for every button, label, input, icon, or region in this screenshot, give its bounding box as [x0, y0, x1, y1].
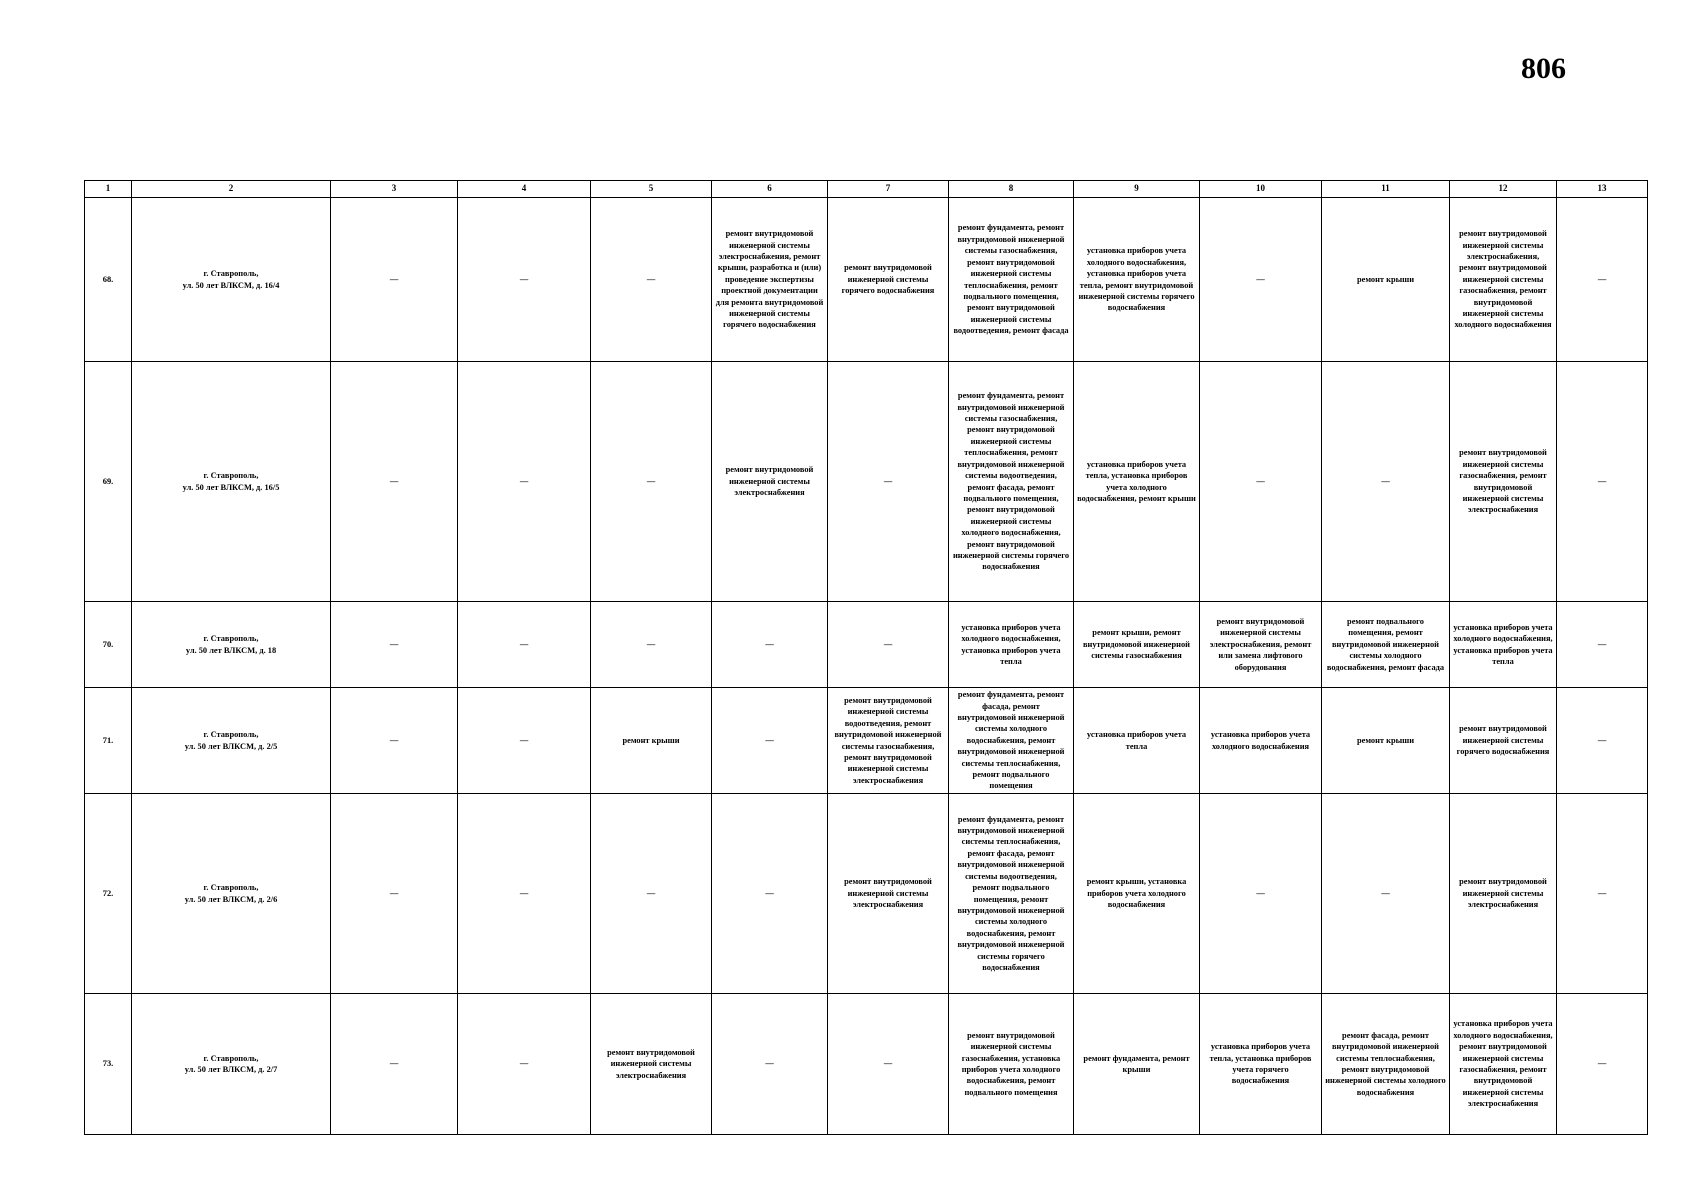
address-city: г. Ставрополь, — [203, 1053, 259, 1063]
address-city: г. Ставрополь, — [203, 471, 259, 481]
address-cell — [132, 994, 331, 1135]
repair-schedule-table — [84, 180, 1648, 1135]
column-header: 3 — [331, 181, 458, 198]
empty-dash-cell: — — [591, 602, 712, 688]
empty-dash-cell: — — [1557, 994, 1648, 1135]
empty-dash-cell: — — [591, 362, 712, 602]
column-header: 4 — [458, 181, 591, 198]
column-header: 9 — [1074, 181, 1200, 198]
empty-dash-cell: — — [591, 198, 712, 362]
empty-dash-cell: — — [1322, 794, 1450, 994]
empty-dash-cell: — — [331, 994, 458, 1135]
column-header: 7 — [828, 181, 949, 198]
work-description-cell: ремонт фасада, ремонт внутридомовой инженерной системы теплоснабжения, ремонт внутридомовой инженерной системы холодного водоснабжения — [1322, 994, 1450, 1135]
address-street: ул. 50 лет ВЛКСМ, д. 2/6 — [184, 894, 278, 904]
empty-dash-cell: — — [458, 362, 591, 602]
empty-dash-cell: — — [1322, 362, 1450, 602]
work-description-cell: установка приборов учета тепла, установка приборов учета горячего водоснабжения — [1200, 994, 1322, 1135]
empty-dash-cell: — — [1557, 198, 1648, 362]
work-description-cell: установка приборов учета холодного водоснабжения, установка приборов учета тепла — [1450, 602, 1557, 688]
address-street: ул. 50 лет ВЛКСМ, д. 18 — [185, 645, 277, 655]
address-cell — [132, 198, 331, 362]
empty-dash-cell: — — [828, 362, 949, 602]
row-number: 69. — [85, 362, 132, 602]
table-row — [85, 794, 1648, 994]
empty-dash-cell: — — [591, 794, 712, 994]
work-description-cell: ремонт внутридомовой инженерной системы электроснабжения, ремонт или замена лифтового оборудования — [1200, 602, 1322, 688]
address-city: г. Ставрополь, — [203, 634, 259, 644]
work-description-cell: ремонт крыши, установка приборов учета холодного водоснабжения — [1074, 794, 1200, 994]
empty-dash-cell: — — [1200, 794, 1322, 994]
address-cell — [132, 602, 331, 688]
address-city: г. Ставрополь, — [203, 269, 259, 279]
work-description-cell: ремонт внутридомовой инженерной системы газоснабжения, ремонт внутридомовой инженерной системы электроснабжения — [1450, 362, 1557, 602]
empty-dash-cell: — — [1200, 198, 1322, 362]
empty-dash-cell: — — [1557, 362, 1648, 602]
empty-dash-cell: — — [458, 994, 591, 1135]
empty-dash-cell: — — [1200, 362, 1322, 602]
work-description-cell: ремонт внутридомовой инженерной системы горячего водоснабжения — [828, 198, 949, 362]
column-header: 6 — [712, 181, 828, 198]
table-row — [85, 362, 1648, 602]
work-description-cell: ремонт внутридомовой инженерной системы газоснабжения, установка приборов учета холодного водоснабжения, ремонт подвального помещения — [949, 994, 1074, 1135]
column-header: 10 — [1200, 181, 1322, 198]
column-header: 12 — [1450, 181, 1557, 198]
work-description-cell: ремонт фундамента, ремонт внутридомовой инженерной системы газоснабжения, ремонт внутридомовой инженерной системы теплоснабжения, ремонт внутридомовой инженерной системы водоотведения, ремонт фасада, ремонт подвального помещения, ремонт внутридомовой инженерной системы холодного водоснабжения, ремонт внутридомовой инженерной системы горячего водоснабжения — [949, 362, 1074, 602]
work-description-cell: ремонт внутридомовой инженерной системы водоотведения, ремонт внутридомовой инженерной системы газоснабжения, ремонт внутридомовой инженерной системы электроснабжения — [828, 688, 949, 794]
table-row — [85, 994, 1648, 1135]
empty-dash-cell: — — [1557, 688, 1648, 794]
work-description-cell: ремонт крыши — [1322, 198, 1450, 362]
empty-dash-cell: — — [331, 688, 458, 794]
work-description-cell: ремонт крыши, ремонт внутридомовой инженерной системы газоснабжения — [1074, 602, 1200, 688]
work-description-cell: ремонт фундамента, ремонт фасада, ремонт внутридомовой инженерной системы холодного водоснабжения, ремонт внутридомовой инженерной системы теплоснабжения, ремонт подвального помещения — [949, 688, 1074, 794]
work-description-cell: установка приборов учета холодного водоснабжения, установка приборов учета тепла, ремонт внутридомовой инженерной системы горячего водоснабжения — [1074, 198, 1200, 362]
empty-dash-cell: — — [1557, 602, 1648, 688]
work-description-cell: ремонт фундамента, ремонт внутридомовой инженерной системы теплоснабжения, ремонт фасада, ремонт внутридомовой инженерной системы водоотведения, ремонт подвального помещения, ремонт внутридомовой инженерной системы холодного водоснабжения, ремонт внутридомовой инженерной системы горячего водоснабжения — [949, 794, 1074, 994]
empty-dash-cell: — — [828, 994, 949, 1135]
work-description-cell: установка приборов учета холодного водоснабжения, ремонт внутридомовой инженерной системы газоснабжения, ремонт внутридомовой инженерной системы электроснабжения — [1450, 994, 1557, 1135]
table-row — [85, 602, 1648, 688]
address-cell — [132, 688, 331, 794]
row-number: 71. — [85, 688, 132, 794]
work-description-cell: установка приборов учета тепла, установка приборов учета холодного водоснабжения, ремонт крыши — [1074, 362, 1200, 602]
table-row — [85, 688, 1648, 794]
empty-dash-cell: — — [331, 198, 458, 362]
empty-dash-cell: — — [828, 602, 949, 688]
empty-dash-cell: — — [331, 794, 458, 994]
empty-dash-cell: — — [458, 198, 591, 362]
column-header: 5 — [591, 181, 712, 198]
work-description-cell: ремонт крыши — [591, 688, 712, 794]
column-header: 1 — [85, 181, 132, 198]
empty-dash-cell: — — [712, 994, 828, 1135]
row-number: 73. — [85, 994, 132, 1135]
column-number-row — [85, 181, 1648, 198]
work-description-cell: установка приборов учета тепла — [1074, 688, 1200, 794]
address-city: г. Ставрополь, — [203, 883, 259, 893]
column-header: 13 — [1557, 181, 1648, 198]
address-street: ул. 50 лет ВЛКСМ, д. 2/7 — [184, 1065, 278, 1074]
empty-dash-cell: — — [712, 602, 828, 688]
work-description-cell: ремонт внутридомовой инженерной системы электроснабжения — [591, 994, 712, 1135]
column-header: 2 — [132, 181, 331, 198]
empty-dash-cell: — — [458, 688, 591, 794]
work-description-cell: ремонт внутридомовой инженерной системы электроснабжения — [712, 362, 828, 602]
work-description-cell: ремонт внутридомовой инженерной системы горячего водоснабжения — [1450, 688, 1557, 794]
empty-dash-cell: — — [458, 794, 591, 994]
empty-dash-cell: — — [458, 602, 591, 688]
empty-dash-cell: — — [331, 602, 458, 688]
work-description-cell: ремонт внутридомовой инженерной системы электроснабжения — [828, 794, 949, 994]
row-number: 70. — [85, 602, 132, 688]
work-description-cell: ремонт фундамента, ремонт внутридомовой инженерной системы газоснабжения, ремонт внутридомовой инженерной системы теплоснабжения, ремонт подвального помещения, ремонт внутридомовой инженерной системы водоотведения, ремонт фасада — [949, 198, 1074, 362]
table-row — [85, 198, 1648, 362]
address-street: ул. 50 лет ВЛКСМ, д. 2/5 — [184, 741, 278, 751]
work-description-cell: ремонт внутридомовой инженерной системы электроснабжения, ремонт внутридомовой инженерной системы газоснабжения, ремонт внутридомовой инженерной системы холодного водоснабжения — [1450, 198, 1557, 362]
column-header: 11 — [1322, 181, 1450, 198]
work-description-cell: ремонт внутридомовой инженерной системы электроснабжения, ремонт крыши, разработка и (или) проведение экспертизы проектной документации для ремонта внутридомовой инженерной системы горячего водоснабжения — [712, 198, 828, 362]
address-cell — [132, 362, 331, 602]
empty-dash-cell: — — [331, 362, 458, 602]
empty-dash-cell: — — [712, 794, 828, 994]
row-number: 72. — [85, 794, 132, 994]
address-street: ул. 50 лет ВЛКСМ, д. 16/4 — [182, 280, 280, 290]
work-description-cell: ремонт внутридомовой инженерной системы электроснабжения — [1450, 794, 1557, 994]
column-header: 8 — [949, 181, 1074, 198]
work-description-cell: ремонт подвального помещения, ремонт внутридомовой инженерной системы холодного водоснабжения, ремонт фасада — [1322, 602, 1450, 688]
work-description-cell: установка приборов учета холодного водоснабжения, установка приборов учета тепла — [949, 602, 1074, 688]
address-city: г. Ставрополь, — [203, 730, 259, 740]
empty-dash-cell: — — [712, 688, 828, 794]
address-street: ул. 50 лет ВЛКСМ, д. 16/5 — [182, 482, 280, 492]
work-description-cell: ремонт фундамента, ремонт крыши — [1074, 994, 1200, 1135]
address-cell — [132, 794, 331, 994]
row-number: 68. — [85, 198, 132, 362]
work-description-cell: установка приборов учета холодного водоснабжения — [1200, 688, 1322, 794]
empty-dash-cell: — — [1557, 794, 1648, 994]
page-number: 806 — [1521, 52, 1566, 85]
work-description-cell: ремонт крыши — [1322, 688, 1450, 794]
